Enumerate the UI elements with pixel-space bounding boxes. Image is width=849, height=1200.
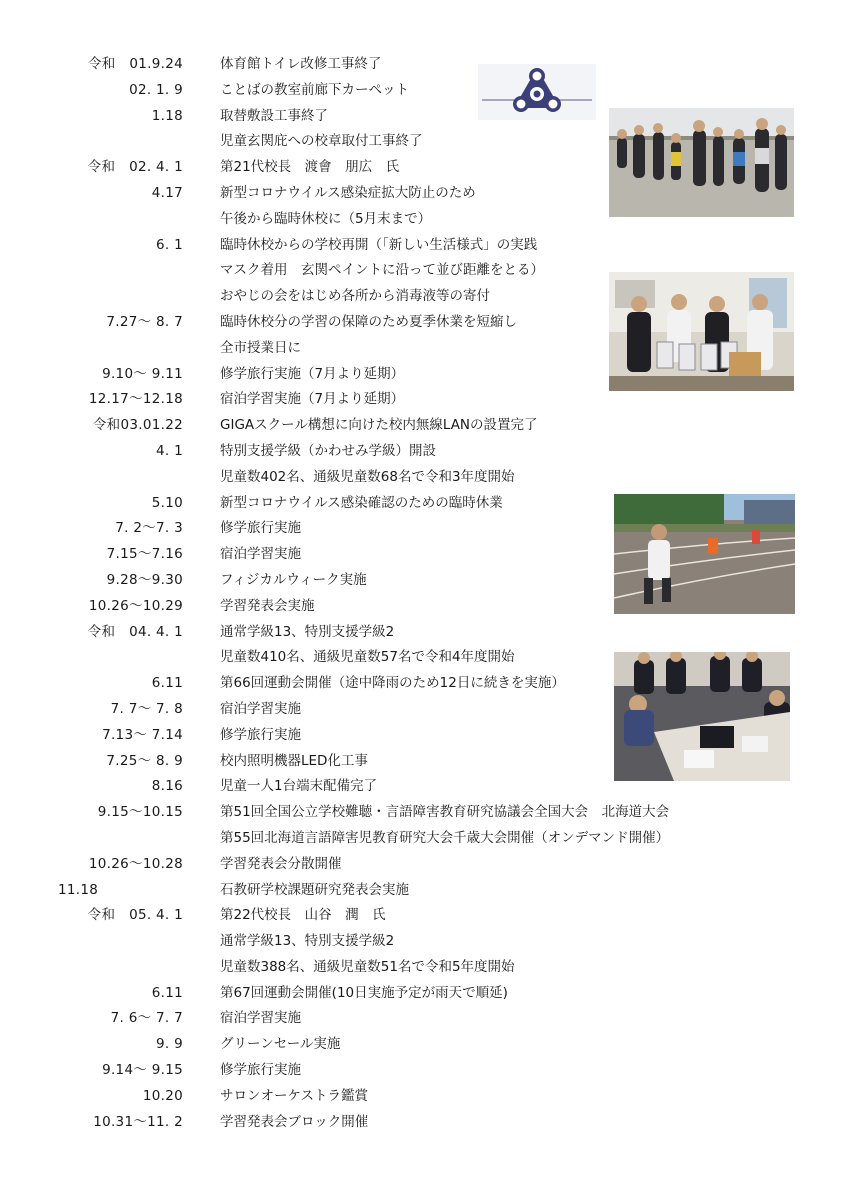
entry-date: 令和 05. 4. 1 [87,907,183,924]
entry-text: 修学旅行実施 [220,520,301,537]
entry-date: 6. 1 [156,236,183,253]
timeline-row [0,800,849,826]
entry-text: 取替敷設工事終了 [220,107,328,124]
entry-date: 10.31～11. 2 [93,1113,183,1130]
entry-text: 宿泊学習実施 [220,546,301,563]
timeline-row [0,362,849,388]
entry-text: サロンオーケストラ鑑賞 [220,1087,368,1104]
timeline-row [0,723,849,749]
entry-text: 児童数410名、通級児童数57名で令和4年度開始 [220,649,515,666]
entry-date: 9.28～9.30 [106,571,183,588]
entry-date: 9.10～ 9.11 [102,365,183,382]
entry-date: 9. 9 [156,1036,183,1053]
entry-text: 第55回北海道言語障害児教育研究大会千歳大会開催（オンデマンド開催） [220,829,670,846]
entry-text: 第22代校長 山谷 潤 氏 [220,907,386,924]
entry-text: マスク着用 玄関ペイントに沿って並び距離をとる） [220,262,544,279]
entry-text: 学習発表会分散開催 [220,855,342,872]
timeline-row [0,645,849,671]
entry-text: 通常学級13、特別支援学級2 [220,623,395,640]
timeline-row [0,929,849,955]
entry-text: 宿泊学習実施 [220,1010,301,1027]
entry-date: 令和03.01.22 [92,417,183,434]
entry-date: 12.17～12.18 [88,391,183,408]
entry-date: 9.15～10.15 [97,804,183,821]
timeline-row [0,568,849,594]
entry-text: ことばの教室前廊下カーペット [220,81,409,98]
timeline-row [0,233,849,259]
entry-text: 全市授業日に [220,339,301,356]
entry-date: 令和 02. 4. 1 [87,159,183,176]
entry-date: 6.11 [151,984,183,1001]
timeline-row [0,78,849,104]
entry-text: 第66回運動会開催（途中降雨のため12日に続きを実施） [220,675,565,692]
entry-date: 7.25～ 8. 9 [106,752,183,769]
entry-text: 児童一人1台端末配備完了 [220,778,378,795]
entry-text: 通常学級13、特別支援学級2 [220,933,395,950]
entry-text: 午後から臨時休校に（5月末まで） [220,210,432,227]
timeline-row [0,258,849,284]
entry-text: 児童数388名、通級児童数51名で令和5年度開始 [220,958,515,975]
entry-text: 学習発表会ブロック開催 [220,1113,369,1130]
timeline-row [0,104,849,130]
timeline-row [0,336,849,362]
timeline-row [0,155,849,181]
timeline-row [0,852,849,878]
timeline-row [0,620,849,646]
entry-date: 7.27～ 8. 7 [106,313,183,330]
entry-text: 校内照明機器LED化工事 [220,752,368,769]
timeline-row [0,516,849,542]
entry-date: 令和 04. 4. 1 [87,623,183,640]
entry-text: グリーンセール実施 [220,1036,341,1053]
timeline-row [0,1110,849,1136]
entry-text: 宿泊学習実施（7月より延期） [220,391,405,408]
timeline-row [0,387,849,413]
timeline-row [0,181,849,207]
timeline-row [0,491,849,517]
entry-date: 8.16 [151,778,183,795]
timeline-row [0,129,849,155]
timeline-row [0,955,849,981]
entry-text: 児童玄関庇への校章取付工事終了 [220,133,423,150]
entry-text: 新型コロナウイルス感染症拡大防止のため [220,184,476,201]
entry-text: おやじの会をはじめ各所から消毒液等の寄付 [220,288,490,305]
entry-date: 令和 01.9.24 [87,56,183,72]
entry-text: 体育館トイレ改修工事終了 [220,56,382,72]
timeline-row [0,671,849,697]
entry-text: 石教研学校課題研究発表会実施 [220,881,409,898]
timeline-row [0,594,849,620]
entry-text: 修学旅行実施（7月より延期） [220,365,405,382]
entry-text: 宿泊学習実施 [220,700,301,717]
entry-date: 1.18 [151,107,183,124]
timeline-row [0,1006,849,1032]
entry-text: 第51回全国公立学校難聴・言語障害教育研究協議会全国大会 北海道大会 [220,804,670,821]
timeline-row [0,310,849,336]
entry-text: 第67回運動会開催(10日実施予定が雨天で順延) [220,984,508,1001]
timeline-row [0,413,849,439]
entry-date: 4.17 [151,184,183,201]
entry-text: 児童数402名、通級児童数68名で令和3年度開始 [220,468,515,485]
entry-text: 臨時休校分の学習の保障のため夏季休業を短縮し [220,313,517,330]
entry-text: フィジカルウィーク実施 [220,571,367,588]
entry-date: 7. 6～ 7. 7 [110,1010,183,1027]
entry-date: 7.15～7.16 [106,546,183,563]
entry-date: 10.26～10.29 [88,597,183,614]
timeline-row [0,1058,849,1084]
timeline-row [0,207,849,233]
timeline-row [0,749,849,775]
entry-date: 7. 7～ 7. 8 [110,700,183,717]
entry-date: 10.20 [142,1087,183,1104]
entry-date: 7. 2～7. 3 [115,520,183,537]
entry-text: 修学旅行実施 [220,1062,301,1079]
timeline-row [0,284,849,310]
timeline-row [0,52,849,78]
timeline-row [0,697,849,723]
timeline-row [0,542,849,568]
entry-text: 臨時休校からの学校再開（「新しい生活様式」の実践 [220,236,538,253]
entry-text: 学習発表会実施 [220,597,315,614]
entry-date: 02. 1. 9 [129,81,183,98]
entry-text: 修学旅行実施 [220,726,301,743]
entry-date: 4. 1 [156,442,183,459]
timeline-row [0,826,849,852]
entry-date: 9.14～ 9.15 [102,1062,183,1079]
entry-date: 11.18 [58,881,99,898]
entry-text: 新型コロナウイルス感染確認のための臨時休業 [220,494,503,511]
timeline-row [0,465,849,491]
entry-text: 特別支援学級（かわせみ学級）開設 [220,442,436,459]
entry-date: 5.10 [151,494,183,511]
entry-text: 第21代校長 渡會 朋広 氏 [220,159,400,176]
history-timeline [0,52,849,1135]
timeline-row [0,1032,849,1058]
entry-date: 6.11 [151,675,183,692]
timeline-row [0,981,849,1007]
entry-text: GIGAスクール構想に向けた校内無線LANの設置完了 [220,417,538,434]
timeline-row [0,439,849,465]
timeline-row [0,1084,849,1110]
timeline-row [0,774,849,800]
entry-date: 10.26～10.28 [88,855,183,872]
timeline-row [0,878,849,904]
timeline-row [0,903,849,929]
entry-date: 7.13～ 7.14 [102,726,183,743]
